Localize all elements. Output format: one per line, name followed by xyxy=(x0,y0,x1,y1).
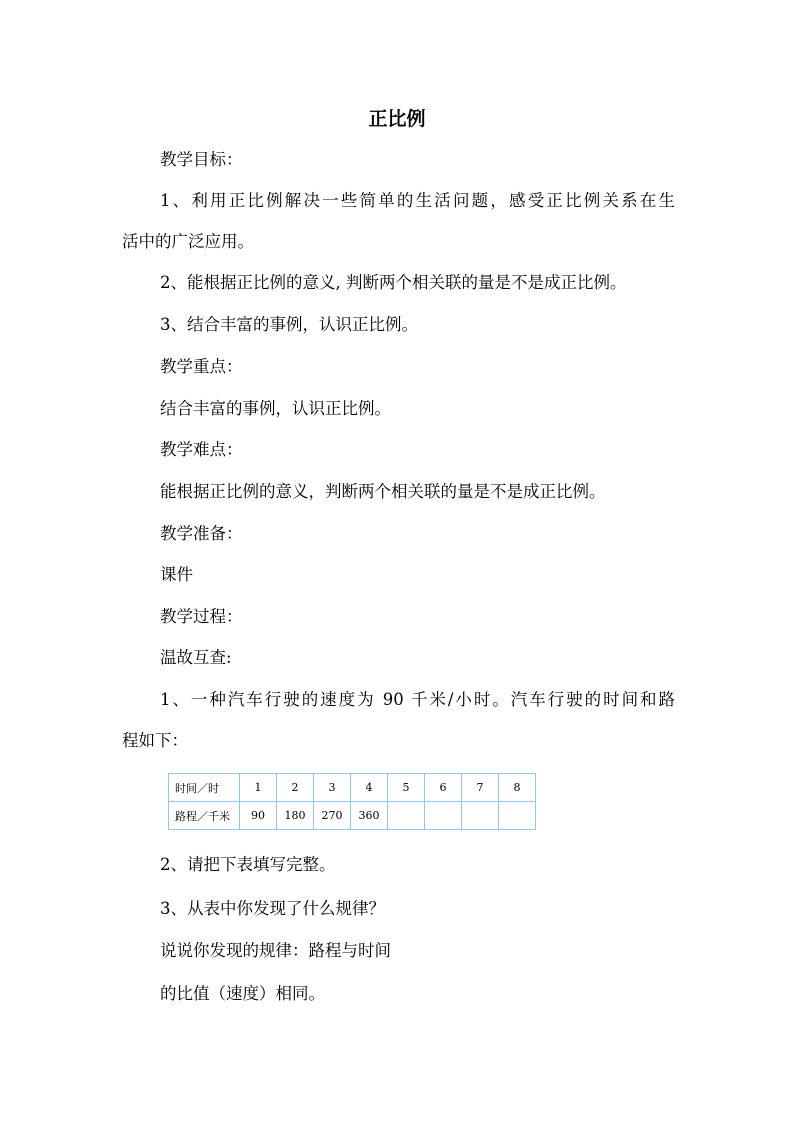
question-2: 2、请把下表填写完整。 xyxy=(160,855,336,874)
table-cell xyxy=(425,802,462,830)
table-cell: 360 xyxy=(351,802,388,830)
table-row xyxy=(169,802,536,830)
table-cell: 4 xyxy=(351,774,388,802)
key-points-text: 结合丰富的事例，认识正比例。 xyxy=(160,399,391,418)
objective-1-cont: 活中的广泛应用。 xyxy=(122,232,254,251)
objective-3: 3、结合丰富的事例，认识正比例。 xyxy=(160,315,418,334)
heading-process: 教学过程： xyxy=(160,607,243,626)
table-cell: 90 xyxy=(240,802,277,830)
preparation-text: 课件 xyxy=(160,565,193,584)
heading-objectives: 教学目标： xyxy=(160,150,243,169)
table-cell: 5 xyxy=(388,774,425,802)
heading-key-points: 教学重点： xyxy=(160,357,243,376)
objective-1: 1、利用正比例解决一些简单的生活问题，感受正比例关系在生 xyxy=(160,191,675,210)
question-1: 1、一种汽车行驶的速度为 90 千米/小时。汽车行驶的时间和路 xyxy=(160,690,675,709)
finding-text: 说说你发现的规律：路程与时间 xyxy=(160,941,391,960)
table-cell: 3 xyxy=(314,774,351,802)
table-cell: 7 xyxy=(462,774,499,802)
question-1-cont: 程如下： xyxy=(122,731,188,750)
table-cell xyxy=(462,802,499,830)
finding-text-cont: 的比值（速度）相同。 xyxy=(160,984,325,1003)
time-distance-table xyxy=(168,773,536,830)
question-3: 3、从表中你发现了什么规律？ xyxy=(160,899,385,918)
heading-review: 温故互查: xyxy=(160,648,232,667)
table-cell: 6 xyxy=(425,774,462,802)
heading-preparation: 教学准备： xyxy=(160,524,243,543)
document-title: 正比例 xyxy=(368,108,426,130)
table-header-cell: 路程／千米 xyxy=(169,802,240,830)
table-cell xyxy=(499,802,536,830)
heading-difficulties: 教学难点： xyxy=(160,440,243,459)
difficulties-text: 能根据正比例的意义，判断两个相关联的量是不是成正比例。 xyxy=(160,482,606,501)
table-cell: 180 xyxy=(277,802,314,830)
table-cell: 2 xyxy=(277,774,314,802)
objective-2: 2、能根据正比例的意义, 判断两个相关联的量是不是成正比例。 xyxy=(160,273,627,292)
table-header-cell: 时间／时 xyxy=(169,774,240,802)
table-row xyxy=(169,774,536,802)
table-cell: 1 xyxy=(240,774,277,802)
table-cell: 8 xyxy=(499,774,536,802)
table-cell: 270 xyxy=(314,802,351,830)
table-cell xyxy=(388,802,425,830)
